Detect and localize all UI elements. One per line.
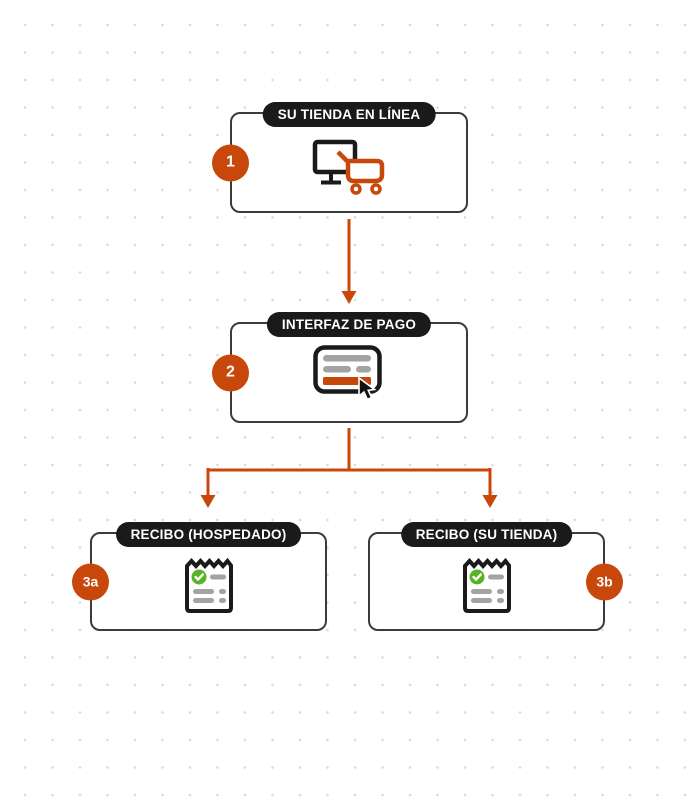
- step-badge-2: 2: [212, 354, 249, 391]
- step-badge-3a: 3a: [72, 563, 109, 600]
- node-receipt-store-label: RECIBO (SU TIENDA): [401, 522, 573, 547]
- node-store-label: SU TIENDA EN LÍNEA: [263, 102, 436, 127]
- arrowhead-to-receipt-store: [483, 495, 498, 508]
- monitor-cart-icon: [311, 139, 387, 195]
- step-badge-1: 1: [212, 144, 249, 181]
- arrowhead-to-receipt-hosted: [201, 495, 216, 508]
- node-receipt-hosted-label: RECIBO (HOSPEDADO): [116, 522, 302, 547]
- node-receipt-hosted: [82, 526, 327, 631]
- receipt-check-icon: [184, 558, 234, 614]
- node-payment-label: INTERFAZ DE PAGO: [267, 312, 431, 337]
- node-store: [226, 106, 468, 213]
- arrowhead-to-payment: [342, 291, 357, 304]
- node-payment: [226, 316, 468, 423]
- node-receipt-store: [368, 526, 613, 631]
- payment-form-cursor-icon: [313, 345, 385, 405]
- step-badge-3b: 3b: [586, 563, 623, 600]
- receipt-check-icon: [462, 558, 512, 614]
